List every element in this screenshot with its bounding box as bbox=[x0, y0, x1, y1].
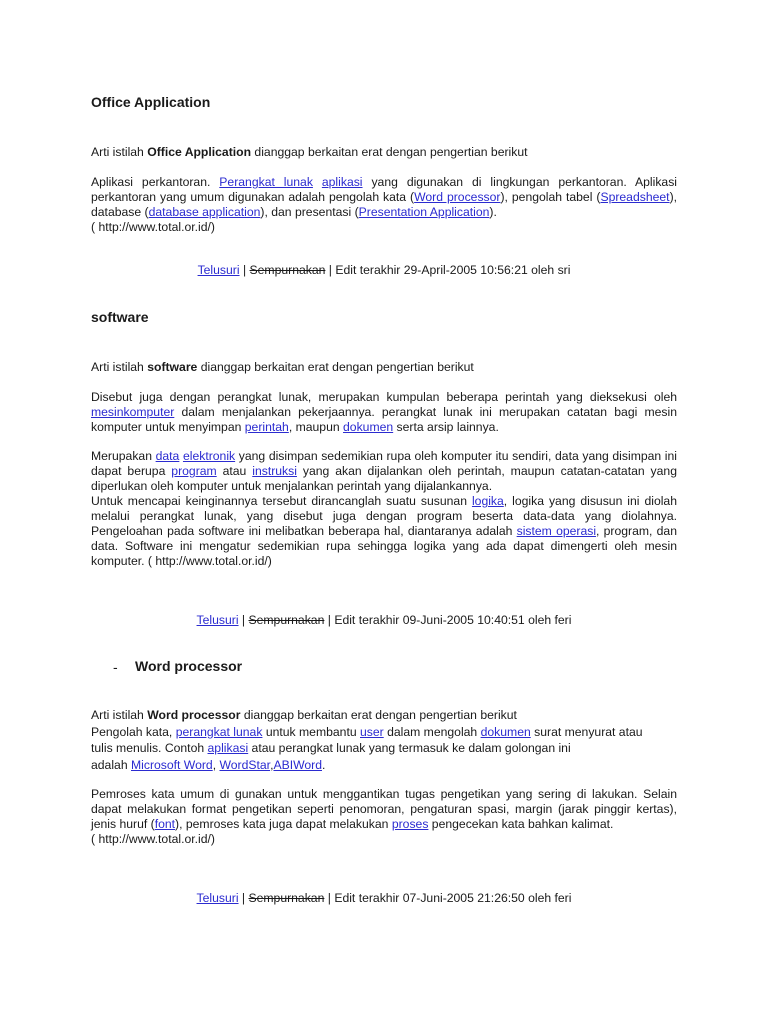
source-citation: ( http://www.total.or.id/) bbox=[91, 220, 215, 234]
link-dokumen[interactable]: dokumen bbox=[343, 420, 394, 434]
intro-term: software bbox=[147, 360, 198, 374]
body-text: dalam mengolah bbox=[383, 724, 481, 739]
software-footer bbox=[0, 613, 768, 628]
body-text: , maupun bbox=[288, 420, 344, 434]
link-elektronik[interactable]: elektronik bbox=[182, 449, 236, 463]
software-definition-2 bbox=[91, 449, 677, 569]
link-database-application[interactable]: database application bbox=[148, 205, 261, 219]
body-text bbox=[313, 175, 322, 189]
body-text: yang disimpan sedemikian rupa oleh komputer itu sendiri, data yang disimpan ini dapat berupa bbox=[91, 449, 678, 478]
intro-text: Arti istilah bbox=[91, 145, 148, 159]
body-text: , logika yang disusun ini diolah melalui perangkat lunak, yang disebut juga dengan program beserta data-data yang diolahnya. Pengeloahan pada software ini melibatkan beberapa hal, diantaranya adalah bbox=[91, 494, 677, 538]
body-text: yang digunakan di lingkungan perkantoran. Aplikasi perkantoran yang umum digunakan adalah pengolah kata ( bbox=[91, 175, 677, 204]
body-text: , bbox=[270, 758, 274, 773]
body-text: tulis menulis. Contoh bbox=[91, 741, 208, 756]
intro-term: Office Application bbox=[147, 145, 252, 159]
link-sistem-operasi[interactable]: sistem operasi bbox=[516, 524, 597, 538]
body-text: atau bbox=[216, 464, 253, 478]
source-citation: ( http://www.total.or.id/) bbox=[91, 832, 215, 846]
body-text: , program, dan data. Software ini mengatur sedemikian rupa sehingga logika yang ada dapat dimengerti oleh mesin komputer. ( http://www.total.or.id/) bbox=[91, 524, 677, 568]
body-text: adalah bbox=[91, 758, 131, 773]
intro-text: dianggap berkaitan erat dengan pengertian berikut bbox=[240, 708, 517, 722]
link-presentation-application[interactable]: Presentation Application bbox=[358, 205, 490, 219]
browse-link[interactable]: Telusuri bbox=[196, 891, 239, 905]
word-processor-definition bbox=[91, 707, 677, 774]
bullet-dash: - bbox=[113, 659, 118, 675]
body-text: Pengolah kata, bbox=[91, 724, 176, 739]
link-abiword[interactable]: ABIWord bbox=[273, 758, 322, 773]
body-text: atau perangkat lunak yang termasuk ke dalam golongan ini bbox=[248, 741, 571, 756]
link-logika[interactable]: logika bbox=[471, 494, 504, 508]
section-title-software: software bbox=[91, 309, 149, 325]
last-edited-info: | Edit terakhir 07-Juni-2005 21:26:50 oleh feri bbox=[324, 891, 572, 905]
intro-text: Arti istilah bbox=[91, 360, 148, 374]
link-microsoft-word[interactable]: Microsoft Word bbox=[130, 758, 213, 773]
intro-term: Word processor bbox=[147, 708, 241, 722]
body-text: , bbox=[212, 758, 220, 773]
body-text: pengecekan kata bahkan kalimat. bbox=[428, 817, 614, 831]
link-wordstar[interactable]: WordStar bbox=[219, 758, 271, 773]
body-text: Aplikasi perkantoran. bbox=[91, 175, 220, 189]
link-mesinkomputer[interactable]: mesinkomputer bbox=[91, 405, 175, 419]
section-title-word-processor: Word processor bbox=[135, 658, 243, 674]
last-edited-info: | Edit terakhir 09-Juni-2005 10:40:51 oleh feri bbox=[324, 613, 572, 627]
link-perintah[interactable]: perintah bbox=[244, 420, 289, 434]
intro-text: dianggap berkaitan erat dengan pengertian berikut bbox=[251, 145, 528, 159]
body-text: yang akan dijalankan oleh perintah, maupun catatan-catatan yang diperlukan oleh komputer untuk menjalankan perintah yang dijalankannya. bbox=[91, 464, 677, 493]
intro-text: dianggap berkaitan erat dengan pengertian berikut bbox=[197, 360, 474, 374]
link-dokumen[interactable]: dokumen bbox=[480, 724, 531, 739]
link-aplikasi[interactable]: aplikasi bbox=[207, 741, 249, 756]
last-edited-info: | Edit terakhir 29-April-2005 10:56:21 oleh sri bbox=[325, 263, 571, 277]
body-text: ), dan presentasi ( bbox=[260, 205, 359, 219]
body-text: Disebut juga dengan perangkat lunak, merupakan kumpulan beberapa perintah yang dieksekusi oleh bbox=[91, 390, 677, 404]
link-proses[interactable]: proses bbox=[391, 817, 429, 831]
link-font[interactable]: font bbox=[154, 817, 176, 831]
office-application-footer bbox=[0, 263, 768, 278]
improve-link-struck[interactable]: Sempurnakan bbox=[249, 263, 326, 277]
link-perangkat-lunak[interactable]: perangkat lunak bbox=[175, 724, 263, 739]
improve-link-struck[interactable]: Sempurnakan bbox=[248, 613, 325, 627]
intro-text: Arti istilah bbox=[91, 708, 148, 722]
link-spreadsheet[interactable]: Spreadsheet bbox=[600, 190, 670, 204]
office-application-intro bbox=[91, 145, 677, 160]
body-text: Untuk mencapai keinginannya tersebut dirancanglah suatu susunan bbox=[91, 494, 472, 508]
software-definition-1 bbox=[91, 390, 677, 435]
body-text: Pemroses kata umum di gunakan untuk menggantikan tugas pengetikan yang sering di lakukan. Selain dapat melakukan format pengetikan seperti penomoran, pengaturan spasi, margin (jarak pinggir kertas), jenis huruf ( bbox=[91, 787, 677, 831]
link-user[interactable]: user bbox=[360, 724, 384, 739]
word-processor-footer bbox=[0, 891, 768, 906]
footer-separator: | bbox=[238, 891, 249, 905]
footer-separator: | bbox=[239, 263, 250, 277]
word-processor-description bbox=[91, 787, 677, 847]
body-text: dalam menjalankan pekerjaannya. perangkat lunak ini merupakan catatan bagi mesin komputer untuk menyimpan bbox=[91, 405, 677, 434]
body-text: Merupakan bbox=[91, 449, 156, 463]
link-data[interactable]: data bbox=[155, 449, 180, 463]
body-text: surat menyurat atau bbox=[530, 724, 643, 739]
office-application-definition bbox=[91, 175, 677, 235]
section-title-office-application: Office Application bbox=[91, 94, 211, 110]
footer-separator: | bbox=[238, 613, 249, 627]
body-text: serta arsip lainnya. bbox=[393, 420, 499, 434]
browse-link[interactable]: Telusuri bbox=[197, 263, 240, 277]
body-text: ), database ( bbox=[91, 190, 678, 219]
browse-link[interactable]: Telusuri bbox=[196, 613, 239, 627]
software-intro bbox=[91, 360, 677, 375]
link-word-processor[interactable]: Word processor bbox=[414, 190, 501, 204]
body-text: . bbox=[322, 758, 326, 773]
link-aplikasi[interactable]: aplikasi bbox=[321, 175, 363, 189]
improve-link-struck[interactable]: Sempurnakan bbox=[248, 891, 325, 905]
link-perangkat-lunak[interactable]: Perangkat lunak bbox=[219, 175, 313, 189]
link-instruksi[interactable]: instruksi bbox=[252, 464, 297, 478]
body-text: ), pengolah tabel ( bbox=[500, 190, 601, 204]
link-program[interactable]: program bbox=[171, 464, 217, 478]
body-text: untuk membantu bbox=[262, 724, 360, 739]
body-text: ). bbox=[489, 205, 497, 219]
body-text: ), pemroses kata juga dapat melakukan bbox=[175, 817, 392, 831]
